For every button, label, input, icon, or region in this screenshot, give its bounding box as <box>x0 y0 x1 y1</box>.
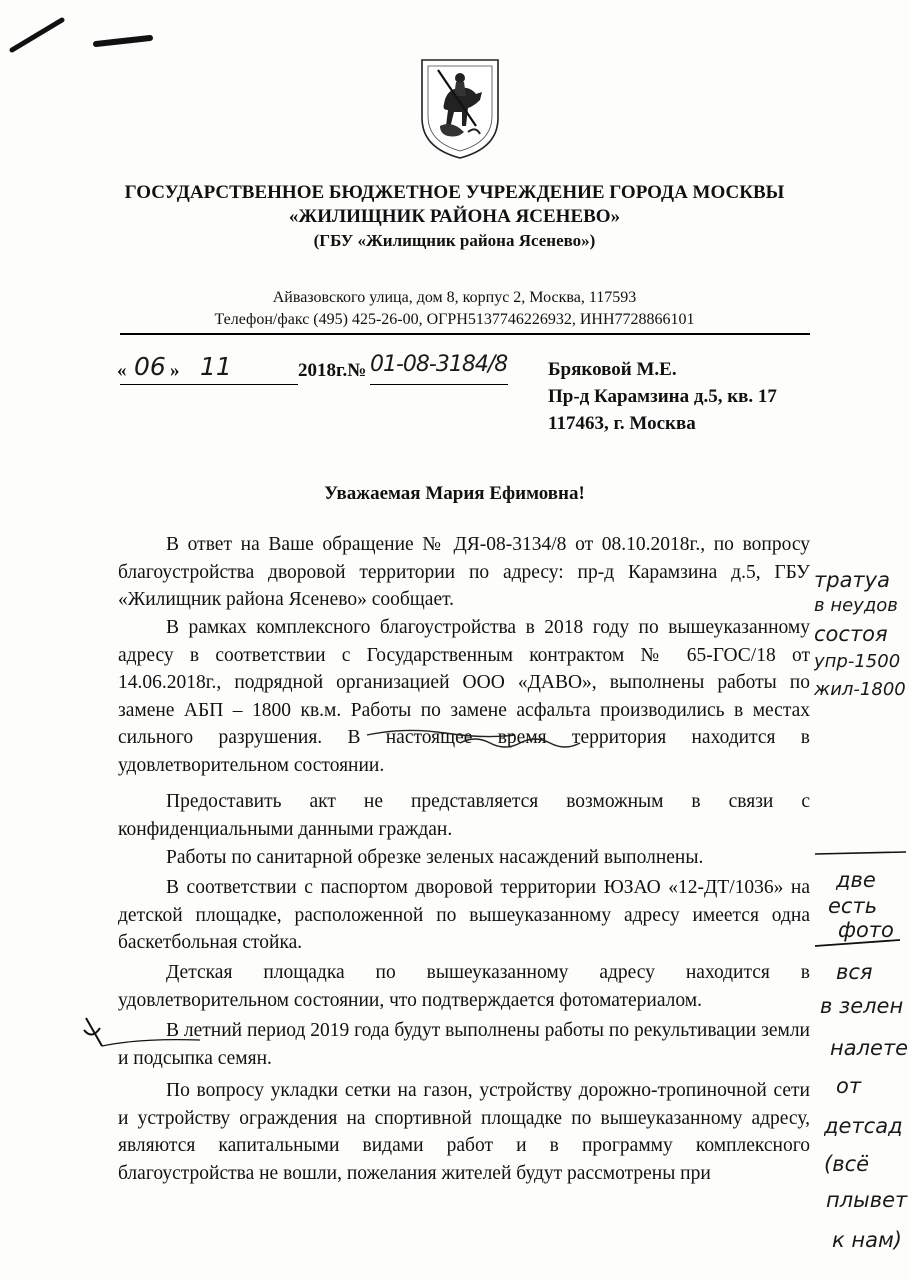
margin-note-15: плывет <box>826 1188 908 1212</box>
greeting: Уважаемая Мария Ефимовна! <box>324 483 585 504</box>
number-underline <box>370 384 508 385</box>
margin-note-5: жил-1800 <box>814 679 906 700</box>
recipient-city: 117463, г. Москва <box>548 413 696 434</box>
handwritten-slash-marks <box>0 0 170 70</box>
margin-note-3: состоя <box>814 622 888 646</box>
moscow-coat-of-arms-icon <box>418 56 502 160</box>
paragraph-4: Работы по санитарной обрезке зеленых насаждений выполнены. <box>166 847 704 868</box>
date-open-quote: « <box>117 360 127 381</box>
handwritten-margin-strokes <box>80 840 909 1080</box>
margin-note-7: есть <box>828 894 878 918</box>
margin-note-16: к нам) <box>832 1228 902 1252</box>
margin-note-13: детсад <box>824 1114 903 1138</box>
org-address: Айвазовского улица, дом 8, корпус 2, Москва, 117593 <box>272 289 637 306</box>
handwritten-underline-squiggle <box>365 725 595 755</box>
org-short-name: (ГБУ «Жилищник района Ясенево») <box>313 231 596 250</box>
date-month: 11 <box>200 352 232 381</box>
margin-note-1: тратуа <box>814 568 890 592</box>
margin-note-9: вся <box>836 960 873 984</box>
margin-note-6: две <box>836 868 876 892</box>
date-day: 06 <box>134 352 166 381</box>
registration-number: 01-08-3184/8 <box>370 352 508 377</box>
org-contacts: Телефон/факс (495) 425-26-00, ОГРН5137746226932, ИНН7728866101 <box>214 311 695 328</box>
date-close-quote: » <box>170 360 180 381</box>
margin-note-8: фото <box>838 918 894 942</box>
header-divider <box>120 333 810 335</box>
paragraph-6: Детская площадка по вышеуказанному адресу находится в удовлетворительном состоянии, что подтверждается фотоматериалом. <box>118 962 810 1011</box>
margin-note-11: налете <box>830 1036 909 1060</box>
margin-note-4: упр-1500 <box>814 651 901 672</box>
paragraph-8: По вопросу укладки сетки на газон, устройству дорожно-тропиночной сети и устройству ограждения на спортивной площадке по вышеуказанному адресу, являются капитальными видами работ и в программу комплексного благоустройства не вошли, пожелания жителей будут рассмотрены при <box>118 1080 810 1184</box>
paragraph-2: В рамках комплексного благоустройства в 2018 году по вышеуказанному адресу в соответствии с Государственным контрактом № 65-ГОС/18 от 14.06.2018г., подрядной организацией ООО «ДАВО», выполнены работы по замене АБП – 1800 кв.м. Работы по замене асфальта производились в местах сильного разрушения. В настоящее время территория находится в удовлетворительном состоянии. <box>118 617 810 776</box>
recipient-street: Пр-д Карамзина д.5, кв. 17 <box>548 386 777 407</box>
paragraph-7: В летний период 2019 года будут выполнены работы по рекультивации земли и подсыпка семян. <box>118 1020 810 1069</box>
margin-note-10: в зелен <box>820 994 904 1018</box>
recipient-name: Бряковой М.Е. <box>548 359 677 380</box>
org-name-line-1: ГОСУДАРСТВЕННОЕ БЮДЖЕТНОЕ УЧРЕЖДЕНИЕ ГОРОДА МОСКВЫ <box>124 182 785 203</box>
paragraph-5: В соответствии с паспортом дворовой территории ЮЗАО «12-ДТ/1036» на детской площадке, расположенной по вышеуказанному адресу имеется одна баскетбольная стойка. <box>118 877 810 953</box>
margin-note-2: в неудов <box>814 595 898 616</box>
margin-note-14: (всё <box>824 1152 870 1176</box>
org-name-line-2: «ЖИЛИЩНИК РАЙОНА ЯСЕНЕВО» <box>288 206 621 227</box>
paragraph-1: В ответ на Ваше обращение № ДЯ-08-3134/8 от 08.10.2018г., по вопросу благоустройства дворовой территории по адресу: пр-д Карамзина д.5, ГБУ «Жилищник района Ясенево» сообщает. <box>118 534 810 610</box>
paragraph-3: Предоставить акт не представляется возможным в связи с конфиденциальными данными граждан. <box>118 791 810 840</box>
margin-note-12: от <box>836 1074 862 1098</box>
registration-year-label: 2018г.№ <box>298 360 367 381</box>
date-underline <box>120 384 298 385</box>
